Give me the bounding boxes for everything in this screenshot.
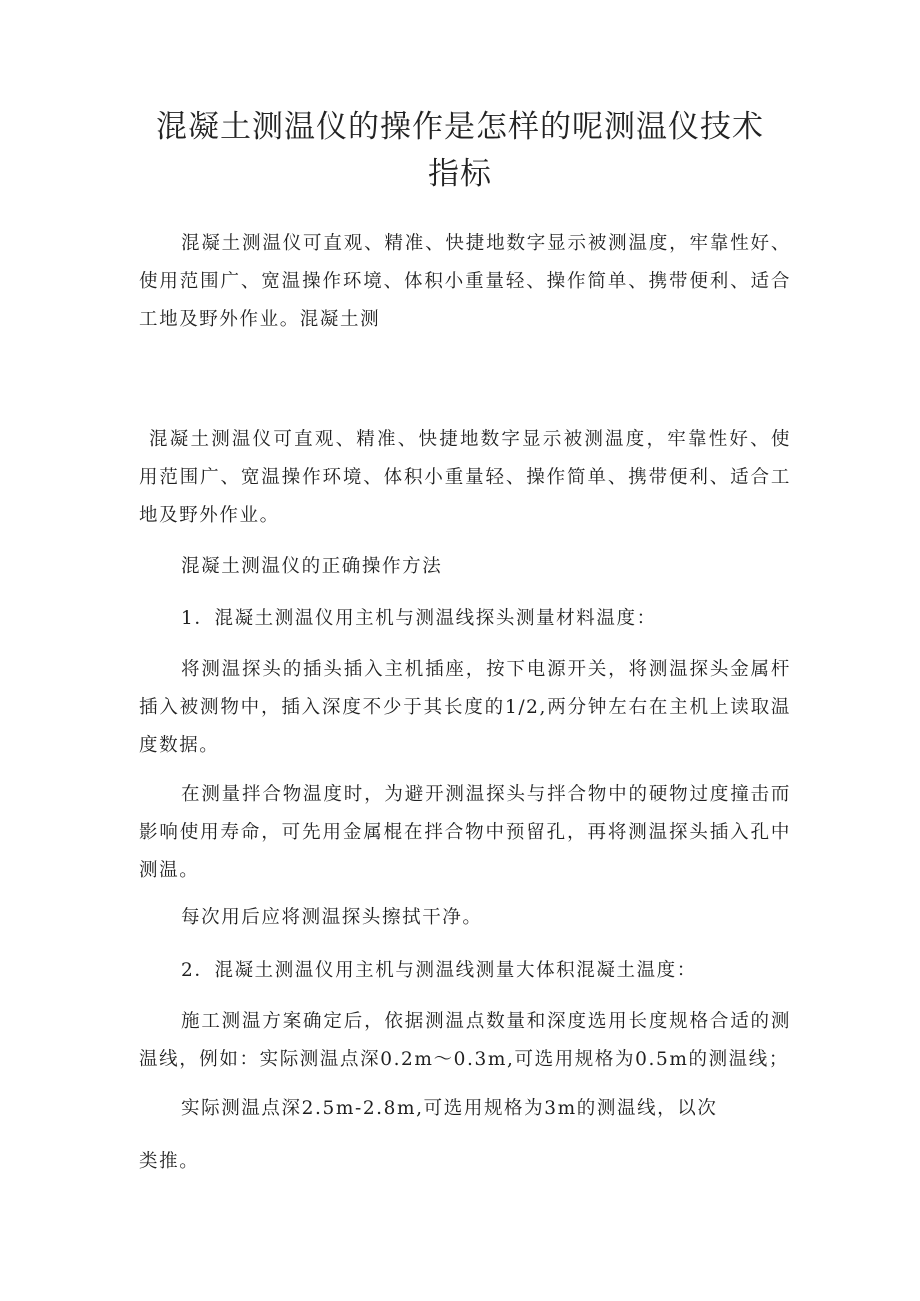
- title-line-1: 混凝土测温仪的操作是怎样的呢测温仪技术: [156, 109, 764, 145]
- step-2-heading: 2．混凝土测温仪用主机与测温线测量大体积混凝土温度：: [181, 960, 697, 981]
- step-1-heading: 1．混凝土测温仪用主机与测温线探头测量材料温度：: [181, 608, 657, 629]
- step-1-paragraph-2: 在测量拌合物温度时，为避开测温探头与拌合物中的硬物过度撞击而影响使用寿命，可先用金属棍在拌合物中预留孔，再将测温探头插入孔中测温。: [139, 784, 791, 881]
- intro-paragraph: 混凝土测温仪可直观、精准、快捷地数字显示被测温度，牢靠性好、使用范围广、宽温操作环境、体积小重量轻、操作简单、携带便利、适合工地及野外作业。混凝土测: [139, 233, 791, 330]
- summary-paragraph: 混凝土测温仪可直观、精准、快捷地数字显示被测温度，牢靠性好、使用范围广、宽温操作环境、体积小重量轻、操作简单、携带便利、适合工地及野外作业。: [139, 429, 791, 526]
- step-1-paragraph-3: 每次用后应将测温探头擦拭干净。: [181, 907, 483, 928]
- title-line-2: 指标: [428, 156, 492, 192]
- step-1-paragraph-1: 将测温探头的插头插入主机插座，按下电源开关，将测温探头金属杆插入被测物中，插入深度不少于其长度的1/2,两分钟左右在主机上读取温度数据。: [139, 659, 791, 756]
- section-heading: 混凝土测温仪的正确操作方法: [181, 556, 443, 577]
- step-2-paragraph-2: 实际测温点深2.5m-2.8m,可选用规格为3m的测温线，以次: [181, 1098, 718, 1119]
- document-title: [130, 104, 790, 198]
- step-2-paragraph-3: 类推。: [139, 1151, 200, 1172]
- step-2-paragraph-1: 施工测温方案确定后，依据测温点数量和深度选用长度规格合适的测温线，例如：实际测温点深0.2m～0.3m,可选用规格为0.5m的测温线；: [139, 1011, 791, 1070]
